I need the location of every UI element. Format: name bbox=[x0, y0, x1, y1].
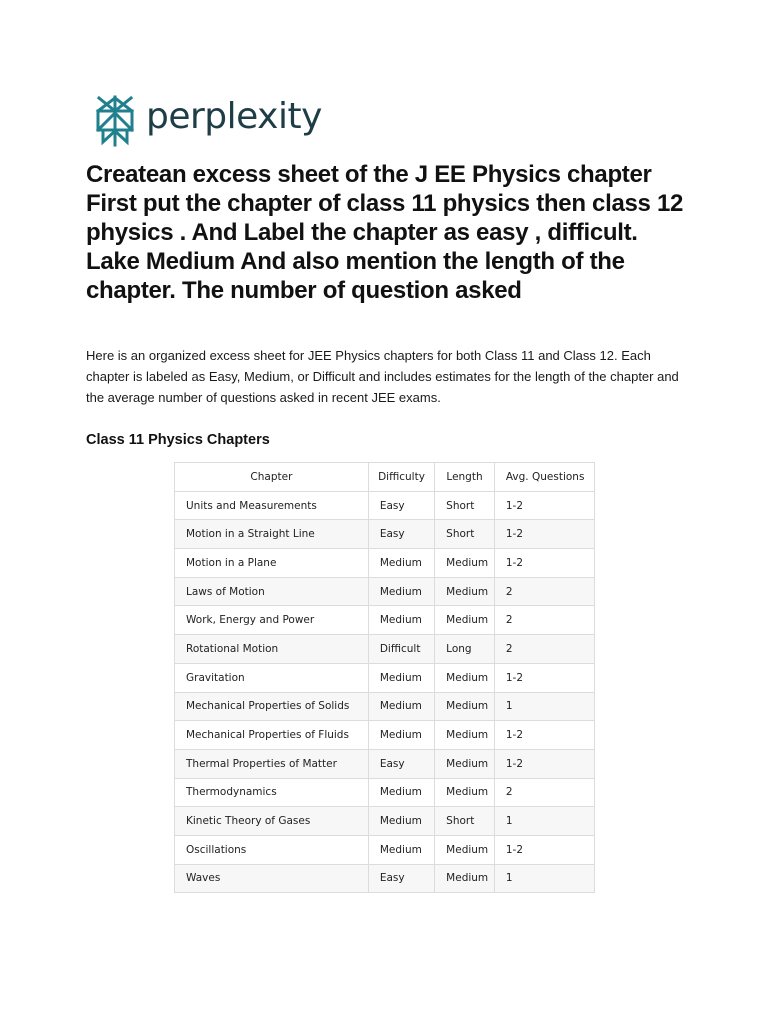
cell-length: Medium bbox=[435, 606, 495, 635]
cell-difficulty: Medium bbox=[368, 721, 434, 750]
table-row bbox=[175, 778, 595, 807]
cell-avg-questions: 1-2 bbox=[494, 663, 594, 692]
header-length: Length bbox=[435, 463, 495, 492]
cell-chapter: Thermodynamics bbox=[175, 778, 369, 807]
cell-chapter: Mechanical Properties of Fluids bbox=[175, 721, 369, 750]
cell-difficulty: Medium bbox=[368, 577, 434, 606]
table-row bbox=[175, 692, 595, 721]
cell-length: Short bbox=[435, 807, 495, 836]
cell-difficulty: Easy bbox=[368, 491, 434, 520]
table-row bbox=[175, 635, 595, 664]
cell-length: Medium bbox=[435, 577, 495, 606]
cell-avg-questions: 1 bbox=[494, 864, 594, 893]
cell-length: Long bbox=[435, 635, 495, 664]
cell-avg-questions: 2 bbox=[494, 635, 594, 664]
cell-avg-questions: 1-2 bbox=[494, 520, 594, 549]
cell-chapter: Kinetic Theory of Gases bbox=[175, 807, 369, 836]
cell-difficulty: Medium bbox=[368, 663, 434, 692]
cell-length: Medium bbox=[435, 835, 495, 864]
cell-length: Medium bbox=[435, 749, 495, 778]
cell-difficulty: Medium bbox=[368, 778, 434, 807]
cell-difficulty: Easy bbox=[368, 749, 434, 778]
cell-length: Medium bbox=[435, 549, 495, 578]
cell-difficulty: Medium bbox=[368, 835, 434, 864]
table-row bbox=[175, 864, 595, 893]
cell-avg-questions: 1-2 bbox=[494, 749, 594, 778]
cell-chapter: Oscillations bbox=[175, 835, 369, 864]
cell-chapter: Mechanical Properties of Solids bbox=[175, 692, 369, 721]
cell-avg-questions: 1-2 bbox=[494, 491, 594, 520]
cell-length: Medium bbox=[435, 721, 495, 750]
cell-length: Short bbox=[435, 491, 495, 520]
cell-chapter: Units and Measurements bbox=[175, 491, 369, 520]
cell-chapter: Motion in a Straight Line bbox=[175, 520, 369, 549]
cell-length: Short bbox=[435, 520, 495, 549]
intro-paragraph: Here is an organized excess sheet for JEE Physics chapters for both Class 11 and Class 12. Each chapter is labeled as Easy, Medium, or Difficult and includes estimates for the length of the chapter and the average number of questions asked in recent JEE exams. bbox=[86, 348, 679, 405]
cell-avg-questions: 2 bbox=[494, 577, 594, 606]
table-row bbox=[175, 663, 595, 692]
cell-avg-questions: 1-2 bbox=[494, 721, 594, 750]
cell-chapter: Laws of Motion bbox=[175, 577, 369, 606]
cell-chapter: Motion in a Plane bbox=[175, 549, 369, 578]
header-difficulty: Difficulty bbox=[368, 463, 434, 492]
cell-difficulty: Medium bbox=[368, 606, 434, 635]
cell-chapter: Gravitation bbox=[175, 663, 369, 692]
cell-avg-questions: 1-2 bbox=[494, 549, 594, 578]
cell-chapter: Thermal Properties of Matter bbox=[175, 749, 369, 778]
question-heading: Createan excess sheet of the J EE Physics chapter First put the chapter of class 11 physics then class 12 physics . And Label the chapter as easy , difficult. Lake Medium And also mention the length of the chapter. The number of question asked bbox=[86, 161, 684, 304]
cell-avg-questions: 1 bbox=[494, 692, 594, 721]
perplexity-logo bbox=[94, 94, 322, 148]
cell-chapter: Rotational Motion bbox=[175, 635, 369, 664]
cell-length: Medium bbox=[435, 663, 495, 692]
cell-avg-questions: 1-2 bbox=[494, 835, 594, 864]
table-row bbox=[175, 749, 595, 778]
header-avg-questions: Avg. Questions bbox=[494, 463, 594, 492]
cell-difficulty: Medium bbox=[368, 692, 434, 721]
cell-chapter: Work, Energy and Power bbox=[175, 606, 369, 635]
cell-difficulty: Medium bbox=[368, 807, 434, 836]
chapters-table bbox=[174, 462, 595, 893]
table-row bbox=[175, 491, 595, 520]
cell-avg-questions: 2 bbox=[494, 778, 594, 807]
cell-difficulty: Easy bbox=[368, 864, 434, 893]
table-row bbox=[175, 721, 595, 750]
table-row bbox=[175, 807, 595, 836]
table-row bbox=[175, 835, 595, 864]
cell-length: Medium bbox=[435, 778, 495, 807]
cell-length: Medium bbox=[435, 692, 495, 721]
cell-chapter: Waves bbox=[175, 864, 369, 893]
table-row bbox=[175, 520, 595, 549]
table-row bbox=[175, 577, 595, 606]
cell-avg-questions: 1 bbox=[494, 807, 594, 836]
perplexity-logo-icon bbox=[94, 95, 136, 147]
section-title: Class 11 Physics Chapters bbox=[86, 432, 270, 448]
cell-difficulty: Easy bbox=[368, 520, 434, 549]
table-row bbox=[175, 549, 595, 578]
cell-length: Medium bbox=[435, 864, 495, 893]
cell-avg-questions: 2 bbox=[494, 606, 594, 635]
brand-name: perplexity bbox=[146, 96, 322, 137]
cell-difficulty: Medium bbox=[368, 549, 434, 578]
header-chapter: Chapter bbox=[175, 463, 369, 492]
table-row bbox=[175, 606, 595, 635]
table-header-row bbox=[175, 463, 595, 492]
cell-difficulty: Difficult bbox=[368, 635, 434, 664]
